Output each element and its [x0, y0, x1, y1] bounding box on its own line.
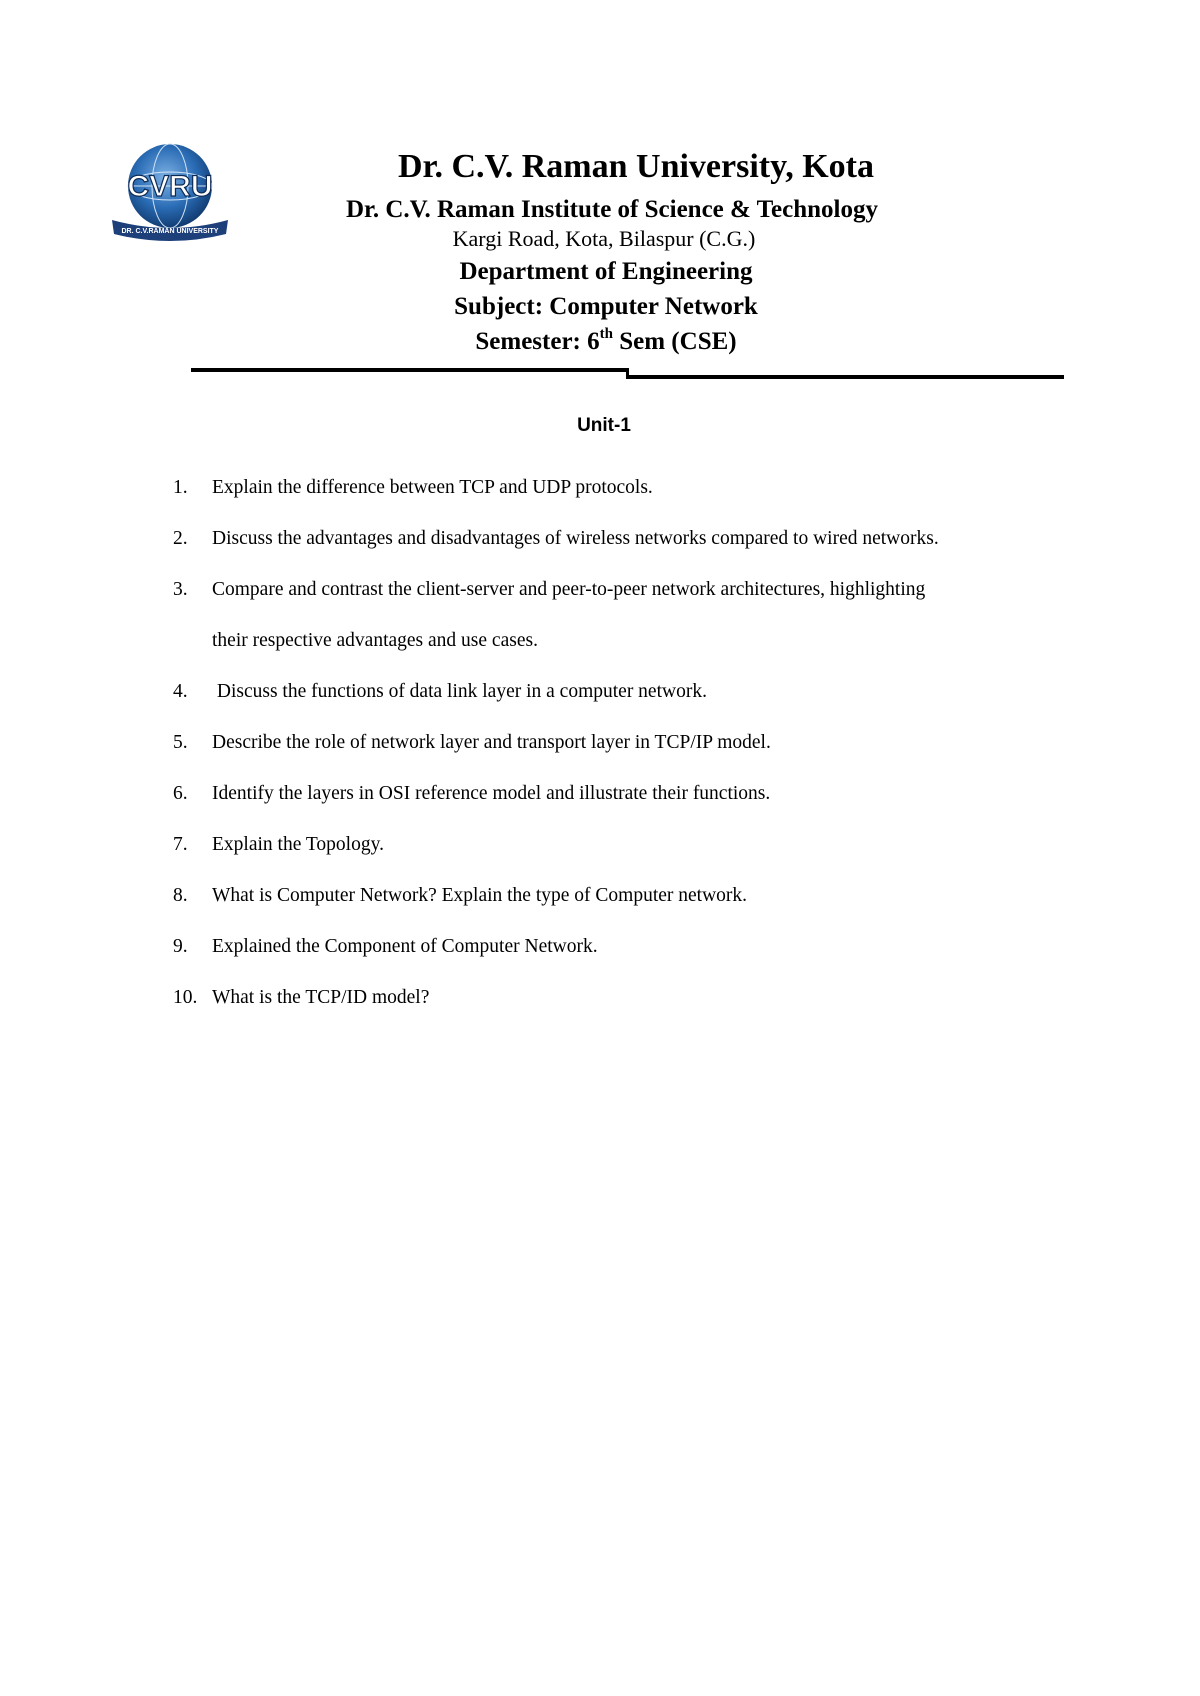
- semester-suffix: Sem (CSE): [612, 328, 737, 355]
- question-number: 7.: [173, 834, 188, 855]
- semester: [6, 328, 1200, 356]
- question-number: 2.: [173, 528, 188, 549]
- subject: Subject: Computer Network: [454, 293, 758, 320]
- question-text: Explain the difference between TCP and UDP protocols.: [212, 477, 653, 498]
- question-text: Explained the Component of Computer Network.: [212, 936, 598, 957]
- question-number: 8.: [173, 885, 188, 906]
- header-rule-left: [191, 368, 628, 372]
- question-number: 9.: [173, 936, 188, 957]
- question-item: [173, 462, 1073, 513]
- semester-superscript: th: [599, 326, 613, 342]
- question-text: Discuss the advantages and disadvantages of wireless networks compared to wired networks.: [212, 528, 939, 549]
- question-item: [173, 870, 1073, 921]
- question-number: 3.: [173, 579, 188, 600]
- university-name: Dr. C.V. Raman University, Kota: [397, 148, 875, 185]
- question-item: [173, 768, 1073, 819]
- question-item: [173, 921, 1073, 972]
- logo-lettering: CVRU: [127, 170, 213, 203]
- question-text: What is the TCP/ID model?: [212, 987, 430, 1008]
- question-number: 4.: [173, 681, 188, 702]
- question-item: [173, 972, 1073, 1023]
- question-number: 10.: [173, 987, 198, 1008]
- question-number: 1.: [173, 477, 188, 498]
- question-item: [173, 819, 1073, 870]
- question-text: Identify the layers in OSI reference model and illustrate their functions.: [212, 783, 771, 804]
- question-number: 6.: [173, 783, 188, 804]
- question-text: Compare and contrast the client-server and peer-to-peer network architectures, highlighting: [212, 579, 926, 600]
- question-text: Discuss the functions of data link layer in a computer network.: [212, 681, 707, 702]
- unit-title: Unit-1: [577, 415, 631, 436]
- svg-text:DR. C.V.RAMAN UNIVERSITY: DR. C.V.RAMAN UNIVERSITY: [121, 228, 219, 235]
- department: Department of Engineering: [459, 258, 753, 285]
- question-item: [173, 513, 1073, 564]
- institute-name: Dr. C.V. Raman Institute of Science & Technology: [346, 196, 878, 223]
- address: Kargi Road, Kota, Bilaspur (C.G.): [452, 226, 756, 251]
- question-text-continued: their respective advantages and use cases.: [212, 630, 538, 651]
- question-number: 5.: [173, 732, 188, 753]
- question-list: [173, 462, 1073, 1023]
- semester-prefix: Semester: 6: [475, 328, 600, 355]
- question-text: Describe the role of network layer and transport layer in TCP/IP model.: [212, 732, 771, 753]
- question-item: [173, 666, 1073, 717]
- question-text: What is Computer Network? Explain the type of Computer network.: [212, 885, 748, 906]
- header-rule-right: [626, 375, 1064, 379]
- question-text: Explain the Topology.: [212, 834, 384, 855]
- question-item: [173, 717, 1073, 768]
- question-item: [173, 564, 1073, 666]
